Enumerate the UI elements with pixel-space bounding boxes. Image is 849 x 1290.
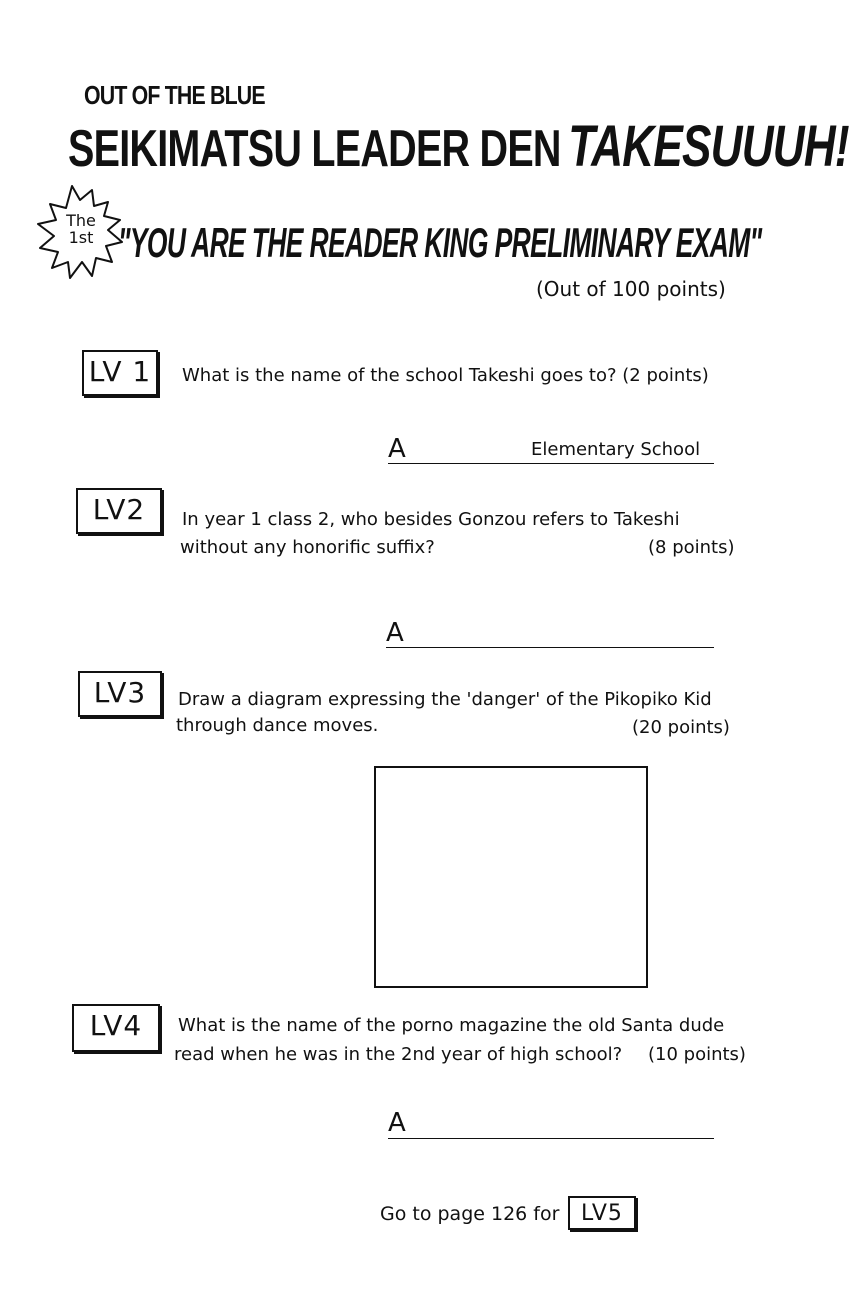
level-badge-lv3: LV3 — [78, 671, 162, 717]
answer-label-lv1: A — [388, 434, 406, 464]
answer-line-lv2[interactable] — [386, 647, 714, 648]
question-lv2-line1: In year 1 class 2, who besides Gonzou refers to Takeshi — [182, 509, 680, 530]
question-lv1-text: What is the name of the school Takeshi goes to? (2 points) — [182, 365, 709, 386]
series-title — [68, 114, 849, 179]
level-badge-lv4: LV4 — [72, 1004, 160, 1052]
question-lv4-line1: What is the name of the porno magazine the old Santa dude — [178, 1015, 725, 1036]
question-lv3-line2: through dance moves. — [176, 715, 379, 736]
question-lv3-points: (20 points) — [632, 717, 730, 738]
question-lv4-line2: read when he was in the 2nd year of high school? — [174, 1044, 623, 1065]
kicker-text: OUT OF THE BLUE — [84, 80, 265, 110]
series-title-main: SEIKIMATSU LEADER DEN — [68, 120, 561, 178]
level-badge-lv2: LV2 — [76, 488, 162, 534]
answer-label-lv2: A — [386, 618, 404, 648]
footer-text: Go to page 126 for — [380, 1203, 560, 1225]
answer-label-lv4: A — [388, 1108, 406, 1138]
question-lv2-points: (8 points) — [648, 537, 735, 558]
question-lv2-line2: without any honorific suffix? — [180, 537, 435, 558]
level-badge-lv5[interactable]: LV5 — [568, 1196, 636, 1230]
answer-line-lv4[interactable] — [388, 1138, 714, 1139]
series-title-strong: TAKESUUUH! — [568, 114, 849, 179]
total-points: (Out of 100 points) — [536, 277, 726, 301]
exam-title: "YOU ARE THE READER KING PRELIMINARY EXAM" — [118, 219, 762, 266]
edition-badge-line1: The — [66, 211, 96, 230]
level-badge-lv1: LV 1 — [82, 350, 158, 396]
diagram-drawing-box[interactable] — [374, 766, 648, 988]
question-lv3-line1: Draw a diagram expressing the 'danger' of the Pikopiko Kid — [178, 689, 712, 710]
edition-badge — [56, 212, 106, 246]
edition-badge-line2: 1st — [68, 228, 94, 247]
question-lv4-points: (10 points) — [648, 1044, 746, 1065]
answer-value-lv1[interactable]: Elementary School — [531, 439, 701, 460]
answer-line-lv1 — [388, 463, 714, 464]
